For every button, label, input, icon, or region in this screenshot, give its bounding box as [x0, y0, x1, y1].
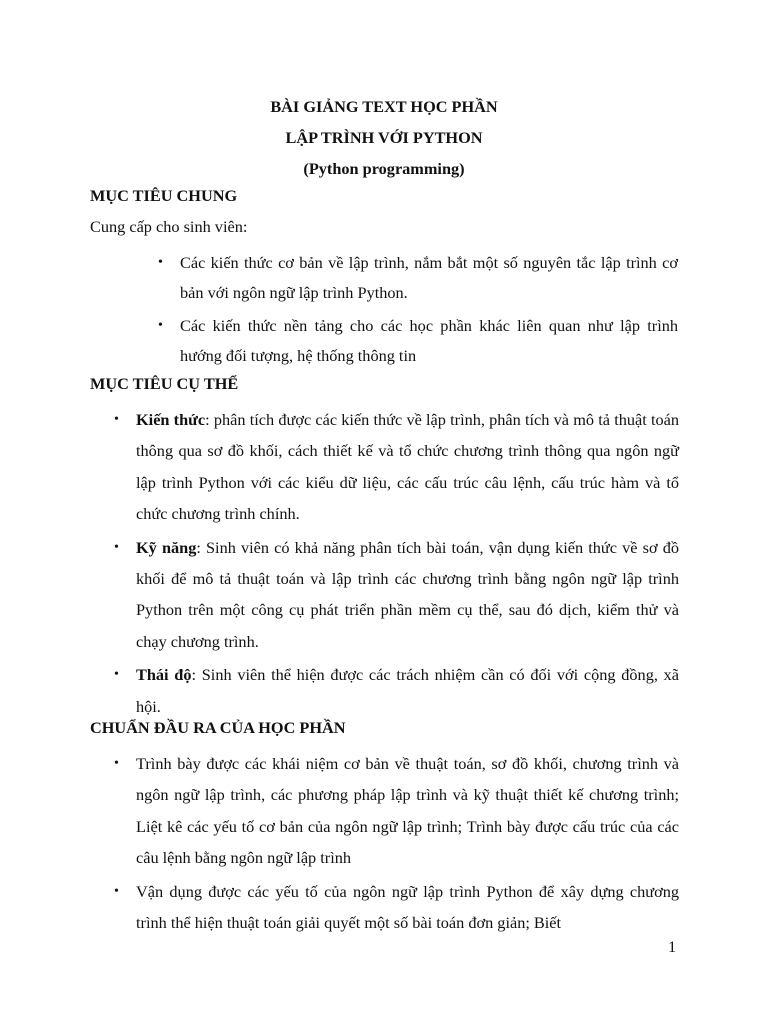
list-item-text: Các kiến thức cơ bản về lập trình, nắm bắt một số nguyên tắc lập trình cơ bản với ngôn ngữ lập trình Python. [180, 253, 678, 302]
bullet-icon: • [158, 318, 163, 333]
bullet-icon: • [114, 539, 119, 555]
list-item-text: Trình bày được các khái niệm cơ bản về thuật toán, sơ đồ khối, chương trình và ngôn ngữ lập trình, các phương pháp lập trình và kỹ thuật thiết kế chương trình; Liệt kê các yếu tố cơ bản của ngôn ngữ lập trình; Trình bày được cấu trúc của các câu lệnh bằng ngôn ngữ lập trình [136, 754, 679, 868]
bullet-icon: • [114, 667, 119, 683]
list-item [114, 748, 679, 874]
list-item [114, 404, 679, 530]
list-item-text: : Sinh viên có khả năng phân tích bài toán, vận dụng kiến thức về sơ đồ khối để mô tả thuật toán và lập trình các chương trình bằng ngôn ngữ lập trình Python trên một công cụ phát triển phần mềm cụ thể, sau đó dịch, kiểm thử và chạy chương trình. [136, 537, 679, 651]
bullet-icon: • [114, 756, 119, 771]
title-line-3: (Python programming) [303, 159, 465, 178]
title-line-1: BÀI GIẢNG TEXT HỌC PHẦN [270, 97, 498, 116]
general-objectives-list [158, 248, 678, 374]
list-item-text: : Sinh viên thể hiện được các trách nhiệm cần có đối với cộng đồng, xã hội. [136, 665, 679, 716]
specific-objectives-list [114, 404, 679, 724]
item-label: Kỹ năng [136, 537, 197, 557]
bullet-icon: • [114, 883, 119, 899]
item-label: Kiến thức [136, 410, 206, 429]
bullet-icon: • [114, 412, 119, 427]
list-item-text: Vận dụng được các yếu tố của ngôn ngữ lập trình Python để xây dựng chương trình thể hiện thuật toán giải quyết một số bài toán đơn giản; Biết [136, 881, 679, 933]
list-item [158, 248, 678, 308]
bullet-icon: • [158, 255, 163, 270]
item-label: Thái độ [136, 665, 192, 685]
list-item-text: : phân tích được các kiến thức về lập trình, phân tích và mô tả thuật toán thông qua sơ đồ khối, cách thiết kế và tổ chức chương trình thông qua ngôn ngữ lập trình Python với các kiểu dữ liệu, các cấu trúc câu lệnh, cấu trúc hàm và tổ chức chương trình chính. [136, 410, 679, 524]
general-intro: Cung cấp cho sinh viên: [90, 217, 248, 236]
title-line-2: LẬP TRÌNH VỚI PYTHON [285, 128, 483, 147]
section-heading-outcomes: CHUẨN ĐẦU RA CỦA HỌC PHẦN [90, 718, 346, 737]
list-item [114, 659, 679, 722]
page-number: 1 [668, 937, 677, 956]
list-item [114, 876, 679, 939]
learning-outcomes-list [114, 748, 679, 940]
list-item [114, 532, 679, 658]
section-heading-general: MỤC TIÊU CHUNG [90, 186, 238, 205]
section-heading-specific: MỤC TIÊU CỤ THỂ [90, 374, 239, 393]
list-item [158, 311, 678, 371]
title-block [0, 91, 768, 184]
list-item-text: Các kiến thức nền tảng cho các học phần khác liên quan như lập trình hướng đối tượng, hệ thống thông tin [180, 316, 678, 365]
